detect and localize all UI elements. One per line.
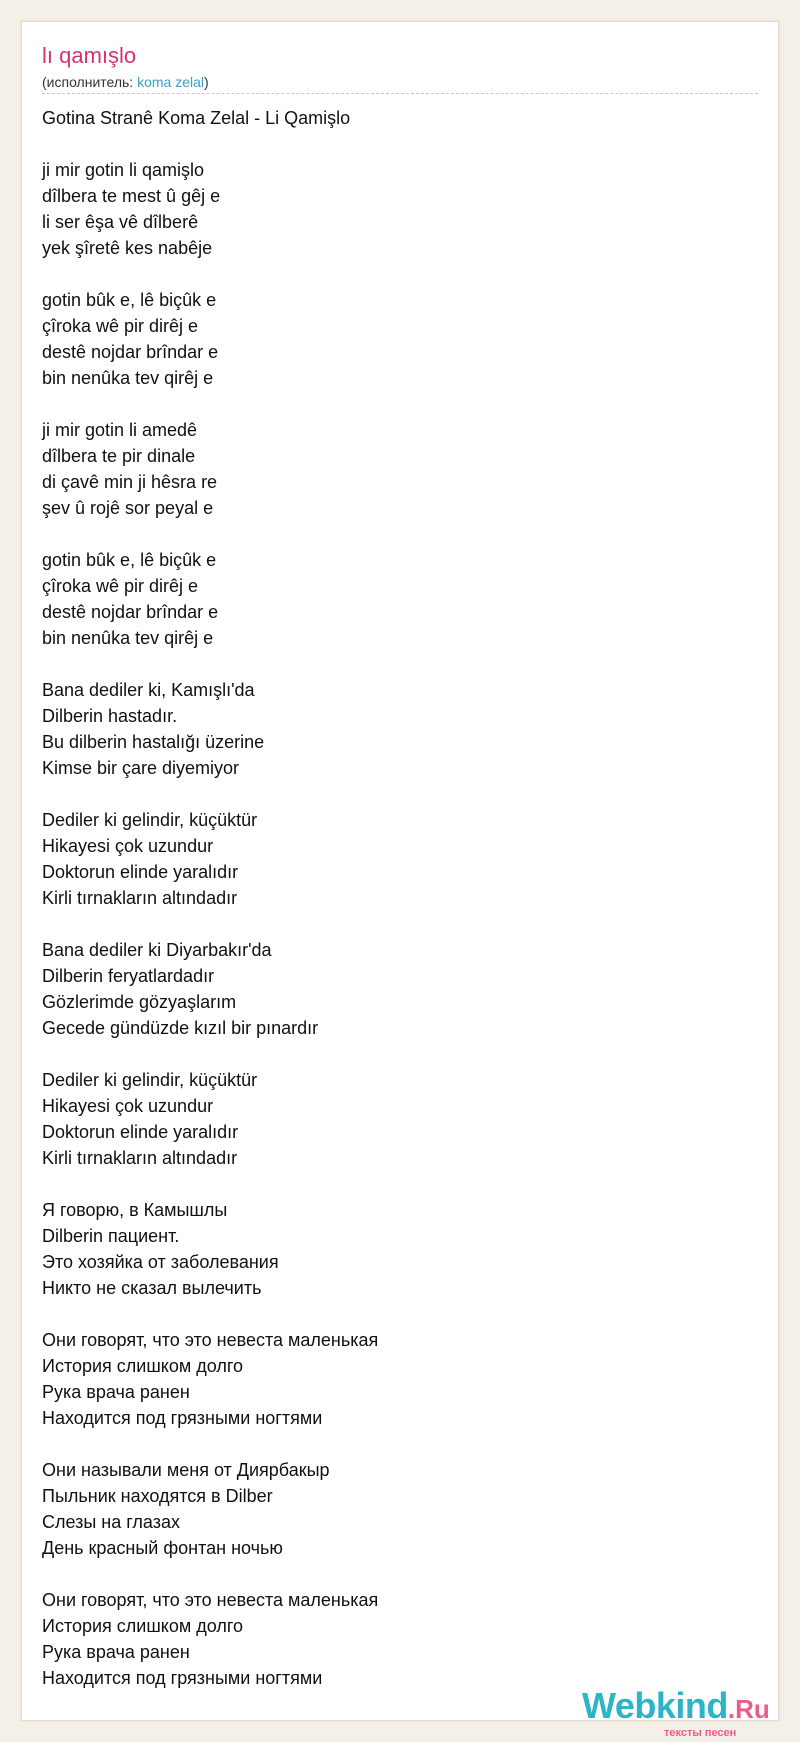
lyric-line: Dilberin feryatlardadır bbox=[42, 966, 215, 986]
lyric-line: şev û rojê sor peyal e bbox=[42, 498, 214, 518]
lyric-line: bin nenûka tev qirêj e bbox=[42, 368, 214, 388]
lyric-line: Kirli tırnakların altındadır bbox=[42, 1148, 238, 1168]
lyric-line: destê nojdar brîndar e bbox=[42, 342, 219, 362]
lyric-line: Gotina Stranê Koma Zelal - Li Qamişlo bbox=[42, 108, 351, 128]
stanza-gap bbox=[42, 1431, 742, 1457]
lyric-line: dîlbera te mest û gêj e bbox=[42, 186, 221, 206]
stanza-gap bbox=[42, 261, 742, 287]
lyric-line: Рука врача ранен bbox=[42, 1382, 190, 1402]
header-divider bbox=[42, 93, 758, 94]
site-logo bbox=[582, 1685, 770, 1726]
lyric-line: Находится под грязными ногтями bbox=[42, 1668, 323, 1688]
lyric-line: Kirli tırnakların altındadır bbox=[42, 888, 238, 908]
lyric-line: di çavê min ji hêsra re bbox=[42, 472, 218, 492]
lyric-line: История слишком долго bbox=[42, 1356, 244, 1376]
lyric-line: Рука врача ранен bbox=[42, 1642, 190, 1662]
stanza-gap bbox=[42, 1301, 742, 1327]
song-title: lı qamışlo bbox=[42, 43, 137, 68]
logo-domain: .Ru bbox=[727, 1694, 770, 1724]
lyric-line: Dilberin hastadır. bbox=[42, 706, 178, 726]
artist-line bbox=[42, 73, 209, 91]
artist-link[interactable]: koma zelal bbox=[137, 74, 205, 90]
lyric-line: Hikayesi çok uzundur bbox=[42, 1096, 214, 1116]
stanza-gap bbox=[42, 131, 742, 157]
lyric-line: День красный фонтан ночью bbox=[42, 1538, 283, 1558]
lyric-line: Они называли меня от Диярбакыр bbox=[42, 1460, 330, 1480]
lyric-line: Dediler ki gelindir, küçüktür bbox=[42, 810, 258, 830]
lyric-line: gotin bûk e, lê biçûk e bbox=[42, 550, 217, 570]
lyric-line: dîlbera te pir dinale bbox=[42, 446, 196, 466]
lyric-line: Bana dediler ki Diyarbakır'da bbox=[42, 940, 272, 960]
logo-tagline: тексты песен bbox=[664, 1727, 737, 1739]
lyric-line: Hikayesi çok uzundur bbox=[42, 836, 214, 856]
lyric-line: Bana dediler ki, Kamışlı'da bbox=[42, 680, 255, 700]
lyric-line: yek şîretê kes nabêje bbox=[42, 238, 213, 258]
lyric-line: ji mir gotin li qamişlo bbox=[42, 160, 205, 180]
lyric-line: Слезы на глазах bbox=[42, 1512, 181, 1532]
stanza-gap bbox=[42, 521, 742, 547]
lyric-line: Они говорят, что это невеста маленькая bbox=[42, 1590, 379, 1610]
lyric-line: Dediler ki gelindir, küçüktür bbox=[42, 1070, 258, 1090]
stanza-gap bbox=[42, 1041, 742, 1067]
lyric-line: Они говорят, что это невеста маленькая bbox=[42, 1330, 379, 1350]
lyric-line: Bu dilberin hastalığı üzerine bbox=[42, 732, 265, 752]
lyric-line: li ser êşa vê dîlberê bbox=[42, 212, 199, 232]
lyric-line: çîroka wê pir dirêj e bbox=[42, 576, 199, 596]
lyric-line: bin nenûka tev qirêj e bbox=[42, 628, 214, 648]
lyric-line: Doktorun elinde yaralıdır bbox=[42, 862, 239, 882]
lyrics-block bbox=[42, 105, 742, 1691]
stanza-gap bbox=[42, 911, 742, 937]
lyric-line: destê nojdar brîndar e bbox=[42, 602, 219, 622]
lyric-line: Пыльник находятся в Dilber bbox=[42, 1486, 273, 1506]
lyric-line: История слишком долго bbox=[42, 1616, 244, 1636]
lyric-line: Находится под грязными ногтями bbox=[42, 1408, 323, 1428]
stanza-gap bbox=[42, 781, 742, 807]
lyric-line: ji mir gotin li amedê bbox=[42, 420, 198, 440]
stanza-gap bbox=[42, 1171, 742, 1197]
lyric-line: Dilberin пациент. bbox=[42, 1226, 180, 1246]
lyric-line: Я говорю, в Камышлы bbox=[42, 1200, 228, 1220]
stanza-gap bbox=[42, 651, 742, 677]
lyric-line: Doktorun elinde yaralıdır bbox=[42, 1122, 239, 1142]
logo-wordmark: Webkind bbox=[582, 1685, 728, 1726]
lyric-line: Это хозяйка от заболевания bbox=[42, 1252, 279, 1272]
stanza-gap bbox=[42, 391, 742, 417]
artist-prefix: (исполнитель: bbox=[42, 74, 138, 90]
artist-suffix: ) bbox=[204, 74, 209, 90]
lyric-line: çîroka wê pir dirêj e bbox=[42, 316, 199, 336]
lyric-line: Gecede gündüzde kızıl bir pınardır bbox=[42, 1018, 319, 1038]
lyric-line: Никто не сказал вылечить bbox=[42, 1278, 262, 1298]
stanza-gap bbox=[42, 1561, 742, 1587]
lyric-line: gotin bûk e, lê biçûk e bbox=[42, 290, 217, 310]
lyric-line: Gözlerimde gözyaşlarım bbox=[42, 992, 237, 1012]
lyric-line: Kimse bir çare diyemiyor bbox=[42, 758, 240, 778]
